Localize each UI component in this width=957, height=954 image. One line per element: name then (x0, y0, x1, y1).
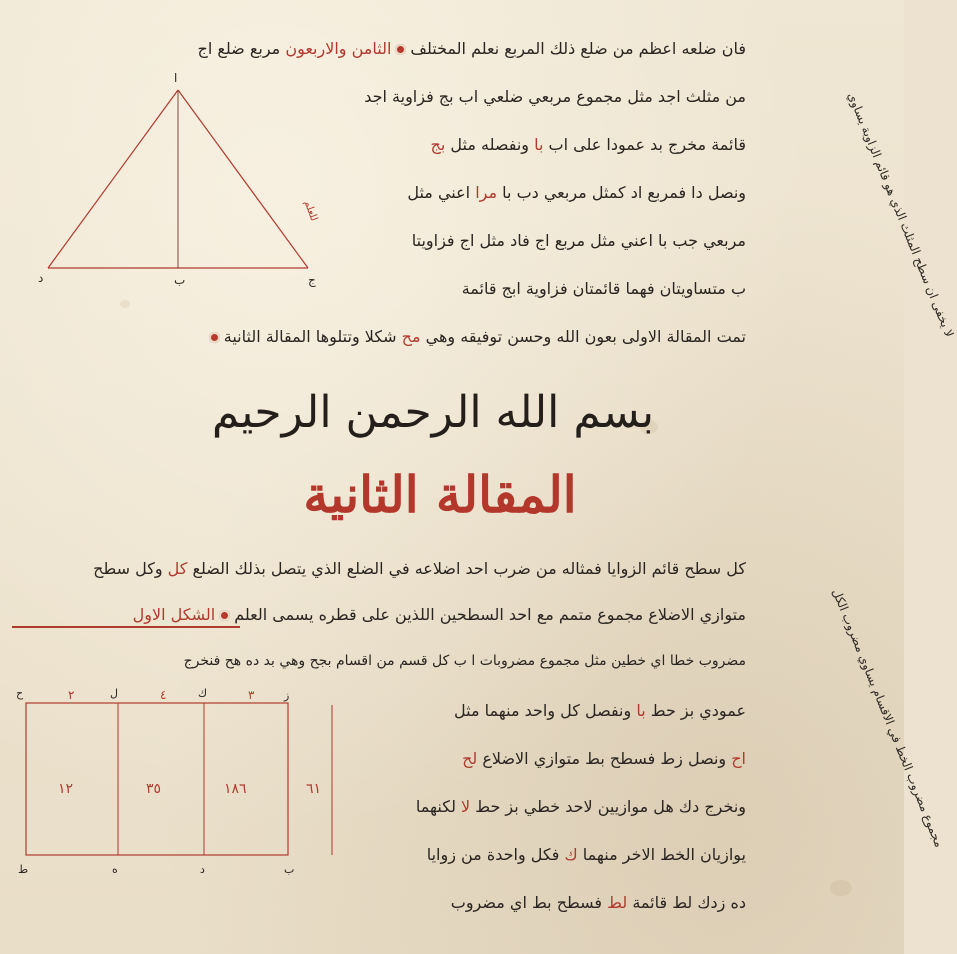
cell-number-1: ١٢ (58, 781, 74, 797)
label-foot: ب (174, 273, 186, 287)
margin-note-top: لا يخفى ان سطح المثلث الذي هو قائم الزاوية يساوي (845, 90, 957, 340)
text-line-6: ب متساويتان فهما قائمتان فزاوية ابج قائمة (461, 279, 746, 298)
text-line-7: تمت المقالة الاولى بعون الله وحسن توفيقه وهي مح شكلا وتتلوها المقالة الثانية (8, 326, 746, 348)
basmala: بسم الله الرحمن الرحيم (211, 387, 655, 438)
top-letter-3: ك (198, 687, 208, 700)
bottom-letter-1: ط (18, 863, 29, 876)
triangle-side-right (178, 90, 308, 268)
text-line-4: ونصل دا فمربع اد كمثل مربعي دب با مرا اعني مثل (407, 183, 746, 202)
label-apex: ا (174, 71, 178, 85)
bottom-letter-4: ب (284, 863, 295, 876)
rubric-overline (12, 626, 240, 628)
top-number-3: ٣ (248, 688, 255, 702)
text-line-b1: كل سطح قائم الزوايا فمثاله من ضرب احد اضلاعه في الضلع الذي يتصل بذلك الضلع كل وكل سطح (93, 559, 746, 578)
top-number-1: ٢ (68, 688, 75, 702)
rectangle-diagram (10, 685, 355, 885)
bottom-letter-3: د (200, 863, 205, 876)
text-line-b3: مضروب خطا اي خطين مثل مجموع مضروبات ا ب كل قسم من اقسام بجح وهي بد ده هح فنخرج (183, 653, 746, 669)
text-line-b4: عمودي بز حط با ونفصل كل واحد منهما مثل (454, 701, 746, 720)
rect-outline (26, 703, 288, 855)
text-line-b5: اح ونصل زط فسطح بط متوازي الاضلاع لح (462, 749, 746, 768)
rosette-icon (219, 610, 230, 621)
chapter-heading: المقالة الثانية (303, 465, 577, 524)
triangle-side-left (48, 90, 178, 268)
text-line-5: مربعي جب با اعني مثل مربع اج فاد مثل اج فزاويتا (411, 231, 746, 250)
text-line-b6: ونخرج دك هل موازيين لاحد خطي بز حط لا لكنهما (415, 797, 746, 816)
label-right: ج (308, 273, 316, 287)
text-line-b8: ده زدك لط قائمة لط فسطح بط اي مضروب (450, 893, 746, 912)
top-letter-1: ح (16, 687, 24, 700)
rosette-icon (395, 44, 406, 55)
paper-stain (120, 300, 130, 308)
label-left: د (38, 271, 44, 285)
cell-number-3: ١٨٦ (224, 781, 247, 797)
top-letter-2: ل (110, 687, 118, 700)
rosette-icon (209, 332, 220, 343)
text-line-b7: يوازيان الخط الاخر منهما ك فكل واحدة من زوايا (426, 845, 746, 864)
top-letter-4: ز (284, 689, 290, 702)
text-line-3: قائمة مخرج بد عمودا على اب با ونفصله مثل بج (430, 135, 746, 154)
margin-note-bottom: مجموع مضروب الخط في الاقسام يساوي مضروب الكل (829, 586, 947, 850)
triangle-diagram (28, 68, 328, 288)
text-line-2: من مثلث اجد مثل مجموع مربعي ضلعي اب بج فزاوية اجد (364, 87, 746, 106)
cell-number-2: ٣٥ (146, 781, 162, 797)
bottom-letter-2: ه (112, 863, 118, 876)
text-line-1: فان ضلعه اعظم من ضلع ذلك المربع نعلم المختلفالثامن والاربعون مربع ضلع اج (197, 39, 746, 58)
top-number-2: ٤ (160, 688, 167, 702)
side-number: ٦١ (306, 781, 322, 797)
text-line-b2: متوازي الاضلاع مجموع متمم مع احد السطحين اللذين على قطره يسمى العلمالشكل الاول (132, 605, 746, 624)
triangle-side-note: للعلم (301, 199, 320, 223)
